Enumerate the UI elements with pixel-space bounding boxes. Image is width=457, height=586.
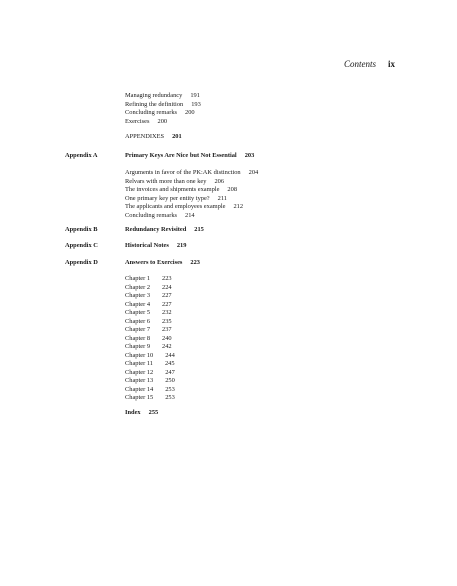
toc-entry-page: 191 (190, 92, 200, 99)
chapter-entry[interactable] (125, 343, 355, 352)
chapter-page: 235 (162, 317, 172, 325)
chapter-label: Chapter 8 (125, 334, 151, 342)
chapter-entry[interactable] (125, 301, 355, 310)
chapter-label: Chapter 11 (125, 360, 153, 367)
toc-entry[interactable] (125, 109, 355, 118)
chapter-entry[interactable] (125, 386, 355, 395)
appendix-d-page: 223 (190, 259, 200, 266)
toc-entry-page: 214 (185, 211, 195, 219)
toc-entry-page: 200 (185, 109, 195, 116)
chapter-page: 227 (162, 300, 172, 308)
toc-entry[interactable] (125, 101, 355, 110)
toc-entry-label: The applicants and employees example (125, 203, 226, 210)
appendix-c-title[interactable] (125, 242, 186, 251)
chapter-label: Chapter 7 (125, 326, 151, 333)
chapter-label: Chapter 15 (125, 394, 154, 401)
toc-entry-page: 200 (157, 117, 168, 125)
toc-entry[interactable] (125, 212, 355, 221)
toc-entry-page: 212 (233, 203, 244, 210)
appendix-b-page: 215 (194, 226, 204, 233)
chapter-entry[interactable] (125, 360, 355, 369)
toc-entry-page: 206 (214, 177, 225, 185)
toc-entry-page: 193 (191, 100, 201, 108)
chapter-entry[interactable] (125, 275, 355, 284)
chapter-entry[interactable] (125, 318, 355, 327)
toc-entry-label: One primary key per entity type? (125, 194, 210, 202)
toc-entry-label: Concluding remarks (125, 211, 178, 219)
appendix-d-label: Appendix D (65, 259, 98, 266)
chapter-page: 242 (162, 343, 172, 350)
chapter-entry[interactable] (125, 284, 355, 293)
chapter-page: 245 (164, 360, 175, 367)
running-head (344, 59, 395, 69)
toc-entry-page: 211 (217, 194, 228, 202)
chapter-label: Chapter 1 (125, 275, 151, 282)
chapter-label: Chapter 12 (125, 368, 154, 376)
appendix-a-title[interactable] (125, 152, 254, 161)
chapter-label: Chapter 2 (125, 283, 151, 291)
toc-entry[interactable] (125, 195, 355, 204)
toc-entry-label: Refining the definition (125, 100, 184, 108)
chapter-label: Chapter 3 (125, 292, 151, 299)
chapter-page: 253 (165, 385, 175, 393)
toc-entry[interactable] (125, 186, 355, 195)
appendixes-heading-page: 201 (172, 133, 182, 140)
toc-entry-label: Exercises (125, 117, 150, 125)
appendix-b-title-text: Redundancy Revisited (125, 226, 187, 233)
appendix-d-title-text: Answers to Exercises (125, 259, 183, 266)
chapter-entry[interactable] (125, 394, 355, 403)
chapter-page: 250 (165, 377, 175, 384)
chapter-label: Chapter 9 (125, 343, 151, 350)
appendix-a-entries (125, 169, 355, 220)
chapter-entry[interactable] (125, 326, 355, 335)
appendix-a-page: 203 (244, 152, 255, 159)
appendix-d-title[interactable] (125, 259, 200, 268)
chapter-label: Chapter 6 (125, 317, 151, 325)
toc-entry[interactable] (125, 203, 355, 212)
appendix-a-label: Appendix A (65, 152, 98, 159)
chapter-page: 253 (165, 394, 175, 401)
appendix-c-label: Appendix C (65, 242, 98, 249)
toc-entry[interactable] (125, 169, 355, 178)
chapter-label: Chapter 14 (125, 385, 154, 393)
chapter-entry[interactable] (125, 335, 355, 344)
index-page: 255 (148, 409, 159, 416)
chapter-entry[interactable] (125, 377, 355, 386)
chapter-label: Chapter 10 (125, 351, 154, 359)
index-entry[interactable] (125, 409, 158, 418)
toc-entry-page: 208 (227, 186, 238, 193)
appendix-b-title[interactable] (125, 226, 204, 235)
toc-entry[interactable] (125, 178, 355, 187)
chapter-label: Chapter 13 (125, 377, 154, 384)
chapter-page: 223 (162, 275, 172, 282)
toc-entry[interactable] (125, 92, 355, 101)
toc-entry-label: Relvars with more than one key (125, 177, 207, 185)
running-head-title: Contents (343, 59, 376, 69)
toc-entry[interactable] (125, 118, 355, 127)
chapter-page: 247 (165, 368, 175, 376)
toc-top-entries (125, 92, 355, 126)
toc-entry-label: Concluding remarks (125, 109, 178, 116)
chapter-page: 240 (162, 334, 172, 342)
appendix-c-page: 219 (176, 242, 187, 249)
appendixes-heading-label: APPENDIXES (125, 133, 165, 140)
chapter-page: 244 (165, 351, 175, 359)
toc-entry-label: Managing redundancy (125, 92, 183, 99)
chapter-page: 227 (162, 292, 172, 299)
toc-entry-label: The invoices and shipments example (125, 186, 220, 193)
appendix-d-chapter-list (125, 275, 355, 403)
index-label: Index (125, 409, 141, 416)
chapter-page: 224 (162, 283, 172, 291)
chapter-entry[interactable] (125, 292, 355, 301)
appendix-a-title-text: Primary Keys Are Nice but Not Essential (125, 152, 237, 159)
chapter-entry[interactable] (125, 352, 355, 361)
appendixes-heading[interactable] (125, 133, 182, 142)
chapter-entry[interactable] (125, 369, 355, 378)
toc-entry-page: 204 (248, 169, 259, 176)
appendix-b-label: Appendix B (65, 226, 98, 233)
toc-entry-label: Arguments in favor of the PK:AK distinction (125, 169, 241, 176)
chapter-page: 237 (162, 326, 172, 333)
chapter-label: Chapter 5 (125, 309, 151, 316)
chapter-page: 232 (162, 309, 172, 316)
appendix-c-title-text: Historical Notes (125, 242, 169, 249)
chapter-entry[interactable] (125, 309, 355, 318)
running-head-page-number: ix (387, 59, 395, 69)
chapter-label: Chapter 4 (125, 300, 151, 308)
